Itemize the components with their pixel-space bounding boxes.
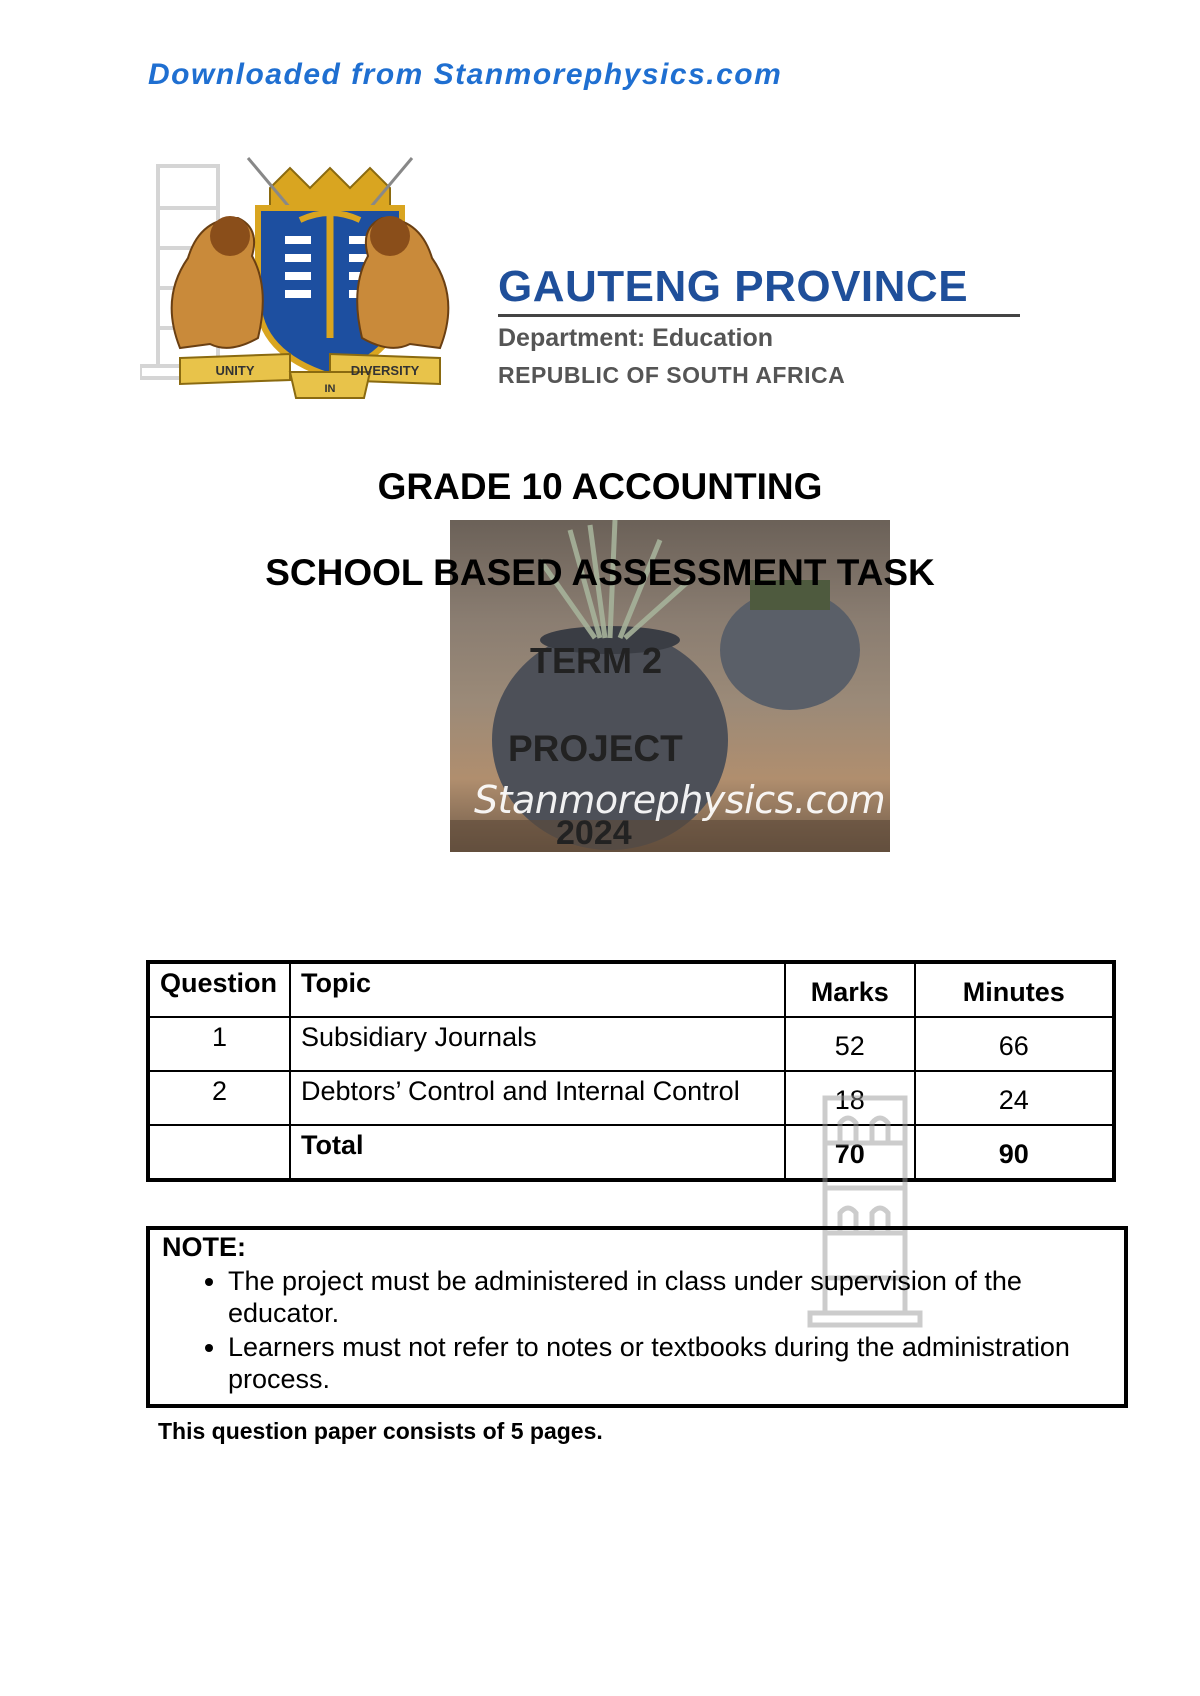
cell-marks: 52: [785, 1017, 915, 1071]
list-item: • Learners must not refer to notes or textbooks during the administration process.: [228, 1331, 1124, 1395]
cell-marks: 18: [785, 1071, 915, 1125]
header-marks: Marks: [785, 962, 915, 1017]
brand-republic: REPUBLIC OF SOUTH AFRICA: [498, 362, 846, 388]
brand-divider: [498, 314, 1020, 317]
cell-topic: Debtors’ Control and Internal Control: [290, 1071, 785, 1125]
cell-topic: Subsidiary Journals: [290, 1017, 785, 1071]
list-item: • The project must be administered in class under supervision of the educator.: [228, 1265, 1124, 1329]
heading-assessment-task: SCHOOL BASED ASSESSMENT TASK: [265, 552, 935, 593]
note-title: NOTE:: [162, 1232, 246, 1262]
cell-question: 2: [148, 1071, 290, 1125]
table-total-row: [148, 1125, 1114, 1180]
cell-total-label: Total: [290, 1125, 785, 1180]
brand-title: GAUTENG PROVINCE: [498, 262, 969, 311]
gauteng-coat-of-arms: [140, 148, 480, 408]
header-question: Question: [148, 962, 290, 1017]
marks-table: [146, 960, 1116, 1182]
cell-minutes: 66: [915, 1017, 1114, 1071]
table-row: [148, 1017, 1114, 1071]
cell-total-minutes: 90: [915, 1125, 1114, 1180]
photo-watermark-text: Stanmorephysics.com: [474, 778, 886, 822]
cell-minutes: 24: [915, 1071, 1114, 1125]
heading-grade: GRADE 10 ACCOUNTING: [377, 466, 823, 507]
heading-term: TERM 2: [530, 640, 663, 681]
heading-year: 2024: [556, 814, 632, 852]
download-source-link[interactable]: Downloaded from Stanmorephysics.com: [148, 58, 783, 91]
brand-department: Department: Education: [498, 324, 774, 352]
page-count-footer: This question paper consists of 5 pages.: [158, 1418, 603, 1444]
crest-banner-center: IN: [324, 383, 336, 395]
crest-banner-left: UNITY: [215, 363, 255, 378]
table-header-row: [148, 962, 1114, 1017]
crest-banner-right: DIVERSITY: [350, 363, 420, 378]
cell-total-marks: 70: [785, 1125, 915, 1180]
heading-project: PROJECT: [508, 728, 683, 769]
header-topic: Topic: [290, 962, 785, 1017]
note-box: [146, 1226, 1128, 1408]
table-row: [148, 1071, 1114, 1125]
cell-question: 1: [148, 1017, 290, 1071]
header-minutes: Minutes: [915, 962, 1114, 1017]
note-list: [162, 1265, 1124, 1395]
cell-question: [148, 1125, 290, 1180]
